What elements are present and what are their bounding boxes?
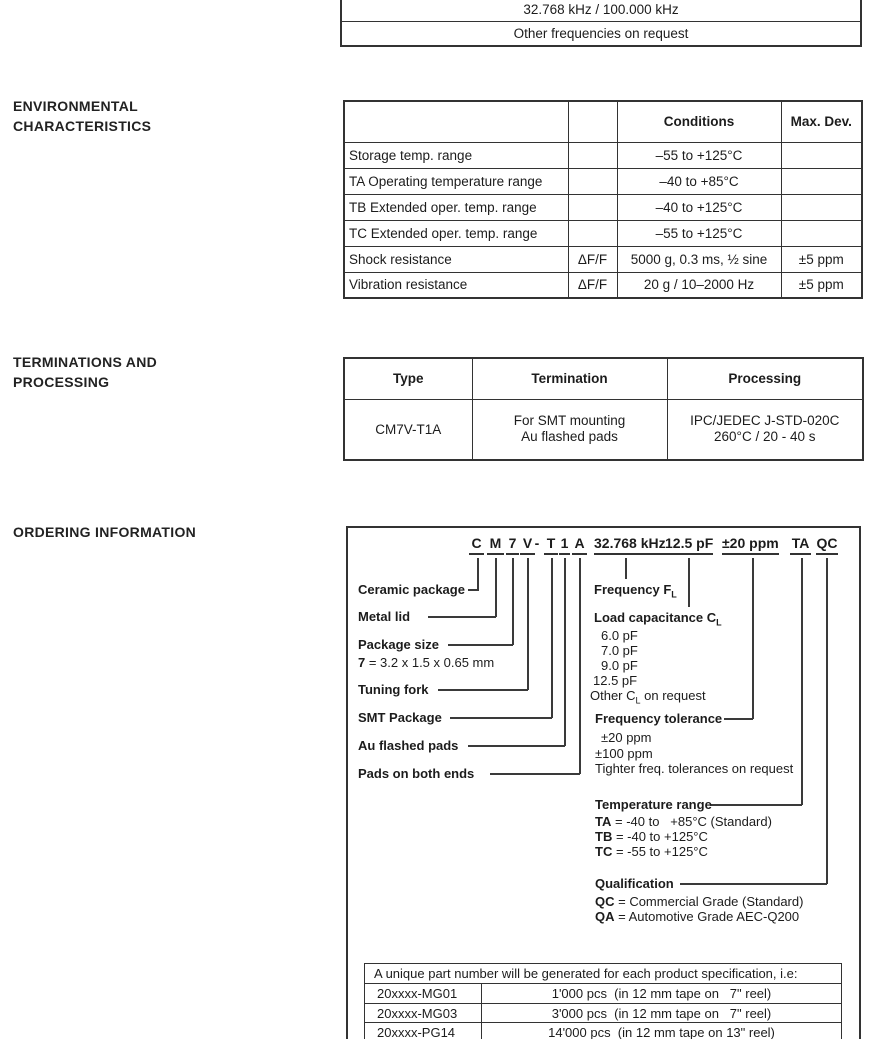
connector-hline-aupads	[468, 745, 565, 747]
label-text: = Commercial Grade (Standard)	[614, 894, 804, 909]
bold-prefix: QA	[595, 909, 615, 924]
temp-option	[595, 815, 772, 829]
label-text: Other C	[590, 688, 636, 703]
pn-seg-metal: M	[487, 534, 504, 555]
env-conditions: –40 to +85°C	[617, 168, 781, 194]
connector-vline-size	[512, 558, 514, 645]
label-smt-package: SMT Package	[358, 710, 442, 725]
term-type: CM7V-T1A	[344, 399, 472, 460]
env-maxdev: ±5 ppm	[781, 272, 862, 298]
qualification-option	[595, 895, 803, 909]
connector-vline-metal	[495, 558, 497, 617]
connector-hline-ceramic	[468, 589, 479, 591]
table-row	[365, 1023, 842, 1039]
table-row	[365, 984, 842, 1004]
frequency-values-cell: 32.768 kHz / 100.000 kHz	[341, 0, 861, 21]
label-package-size: Package size	[358, 637, 439, 652]
connector-hline-padsboth	[490, 773, 580, 775]
label-load-capacitance	[594, 610, 722, 628]
qualification-option	[595, 910, 799, 924]
connector-hline-smt	[450, 717, 552, 719]
section-title-ordering	[13, 522, 196, 542]
pn-seg-dash: -	[534, 535, 540, 551]
label-qualification: Qualification	[595, 876, 674, 891]
section-title-line: PROCESSING	[13, 374, 110, 390]
env-maxdev	[781, 168, 862, 194]
bold-prefix: TB	[595, 829, 613, 844]
label-text: = Automotive Grade AEC-Q200	[614, 909, 800, 924]
env-maxdev	[781, 142, 862, 168]
tolerance-option: ±20 ppm	[601, 730, 652, 745]
pn-seg-qual: QC	[816, 534, 838, 555]
connector-hline-metal	[428, 616, 496, 618]
bold-prefix: QC	[595, 894, 615, 909]
connector-vline-aupads	[564, 558, 566, 746]
environmental-table	[343, 100, 863, 299]
env-header-conditions: Conditions	[617, 101, 781, 142]
env-symbol	[568, 142, 617, 168]
env-param: TB Extended oper. temp. range	[344, 194, 568, 220]
section-title-line: TERMINATIONS AND	[13, 354, 158, 370]
bold-prefix: TA	[595, 814, 612, 829]
load-option: 6.0 pF	[601, 628, 638, 643]
load-option: 7.0 pF	[601, 643, 638, 658]
connector-vline-smt	[551, 558, 553, 718]
pn-seg-smt: T	[544, 534, 558, 555]
term-processing-line1: IPC/JEDEC J-STD-020C	[690, 413, 840, 429]
label-frequency-tolerance: Frequency tolerance	[595, 711, 723, 726]
load-option: 9.0 pF	[601, 658, 638, 673]
bold-prefix: TC	[595, 844, 613, 859]
env-conditions: –55 to +125°C	[617, 142, 781, 168]
section-title-line: ENVIRONMENTAL	[13, 98, 138, 114]
label-pads-both-ends: Pads on both ends	[358, 766, 475, 781]
label-metal-lid: Metal lid	[358, 609, 411, 624]
env-symbol: ΔF/F	[568, 246, 617, 272]
env-header-symbol	[568, 101, 617, 142]
connector-vline-fork	[527, 558, 529, 690]
env-param: Storage temp. range	[344, 142, 568, 168]
term-processing-line2: 260°C / 20 - 40 s	[714, 429, 816, 445]
label-text: = -55 to +125°C	[612, 844, 708, 859]
pn-seg-size: 7	[506, 534, 519, 555]
subscript: L	[716, 617, 722, 628]
label-text: = 3.2 x 1.5 x 0.65 mm	[365, 655, 495, 670]
pn-cell: 20xxxx-MG01	[365, 984, 482, 1004]
subscript: L	[635, 695, 641, 706]
term-termination-line1: For SMT mounting	[513, 413, 626, 429]
ordering-diagram-box	[346, 526, 861, 1039]
connector-vline-temp	[801, 558, 803, 805]
connector-vline-load	[688, 558, 690, 607]
env-conditions: –55 to +125°C	[617, 220, 781, 246]
label-text: Frequency F	[594, 582, 672, 597]
env-symbol: ΔF/F	[568, 272, 617, 298]
pn-seg-load: 12.5 pF	[665, 534, 713, 555]
table-row	[344, 399, 863, 460]
pn-seg-aupads: 1	[559, 534, 570, 555]
pn-seg-tolerance: ±20 ppm	[722, 534, 779, 555]
label-text: Load capacitance C	[594, 610, 717, 625]
table-row	[344, 142, 862, 168]
connector-vline-frequency	[625, 558, 627, 579]
env-header-param	[344, 101, 568, 142]
env-conditions: –40 to +125°C	[617, 194, 781, 220]
term-termination-line2: Au flashed pads	[521, 429, 618, 445]
table-row	[344, 220, 862, 246]
section-title-line: ORDERING INFORMATION	[13, 524, 197, 540]
label-au-flashed-pads: Au flashed pads	[358, 738, 459, 753]
temp-option	[595, 830, 708, 844]
qty-cell: 14'000 pcs (in 12 mm tape on 13" reel)	[482, 1023, 842, 1039]
terminations-table	[343, 357, 864, 461]
pn-seg-temp: TA	[790, 534, 811, 555]
label-frequency	[594, 582, 677, 600]
connector-hline-size	[448, 644, 513, 646]
connector-hline-qual	[680, 883, 827, 885]
table-row	[365, 1004, 842, 1023]
pn-table-header: A unique part number will be generated for each product specification, i.e:	[365, 964, 842, 984]
part-number-table	[364, 963, 842, 1039]
connector-vline-padsboth	[579, 558, 581, 774]
connector-vline-ceramic	[477, 558, 479, 590]
term-header-processing: Processing	[667, 358, 863, 399]
section-title-environmental	[13, 96, 151, 136]
section-title-line: CHARACTERISTICS	[13, 118, 152, 134]
term-header-type: Type	[344, 358, 472, 399]
label-text: = -40 to +85°C (Standard)	[611, 814, 772, 829]
load-option-other	[590, 688, 706, 706]
term-header-termination: Termination	[472, 358, 667, 399]
table-row	[344, 272, 862, 298]
qty-cell: 1'000 pcs (in 12 mm tape on 7" reel)	[482, 984, 842, 1004]
bold-prefix: 7	[358, 655, 366, 670]
frequency-table	[340, 0, 862, 47]
env-param: TC Extended oper. temp. range	[344, 220, 568, 246]
env-maxdev	[781, 220, 862, 246]
label-temperature-range: Temperature range	[595, 797, 712, 812]
connector-hline-tolerance	[724, 718, 753, 720]
label-text: on request	[640, 688, 706, 703]
pn-cell: 20xxxx-MG03	[365, 1004, 482, 1023]
pn-seg-frequency: 32.768 kHz	[594, 534, 666, 555]
env-param: TA Operating temperature range	[344, 168, 568, 194]
term-processing	[667, 399, 863, 460]
env-symbol	[568, 194, 617, 220]
load-option: 12.5 pF	[593, 673, 638, 688]
env-param: Shock resistance	[344, 246, 568, 272]
table-row	[344, 246, 862, 272]
env-conditions: 20 g / 10–2000 Hz	[617, 272, 781, 298]
other-frequencies-cell: Other frequencies on request	[341, 21, 861, 46]
connector-hline-temp	[710, 804, 802, 806]
section-title-terminations	[13, 352, 157, 392]
pn-seg-ceramic: C	[469, 534, 484, 555]
connector-vline-tolerance	[752, 558, 754, 719]
env-header-maxdev: Max. Dev.	[781, 101, 862, 142]
pn-seg-fork: V	[520, 534, 535, 555]
table-row	[344, 194, 862, 220]
qty-cell: 3'000 pcs (in 12 mm tape on 7" reel)	[482, 1004, 842, 1023]
env-maxdev	[781, 194, 862, 220]
pn-seg-padsboth: A	[572, 534, 587, 555]
env-symbol	[568, 168, 617, 194]
label-text: = -40 to +125°C	[612, 829, 708, 844]
connector-vline-qual	[826, 558, 828, 884]
subscript: L	[671, 589, 677, 600]
tolerance-option: Tighter freq. tolerances on request	[595, 761, 794, 776]
label-ceramic-package: Ceramic package	[358, 582, 465, 597]
connector-hline-fork	[438, 689, 528, 691]
label-tuning-fork: Tuning fork	[358, 682, 429, 697]
temp-option	[595, 845, 708, 859]
label-package-size-value	[358, 656, 494, 670]
table-row	[344, 168, 862, 194]
env-param: Vibration resistance	[344, 272, 568, 298]
env-maxdev: ±5 ppm	[781, 246, 862, 272]
pn-cell: 20xxxx-PG14	[365, 1023, 482, 1039]
env-symbol	[568, 220, 617, 246]
env-conditions: 5000 g, 0.3 ms, ½ sine	[617, 246, 781, 272]
term-termination	[472, 399, 667, 460]
tolerance-option: ±100 ppm	[595, 746, 653, 761]
